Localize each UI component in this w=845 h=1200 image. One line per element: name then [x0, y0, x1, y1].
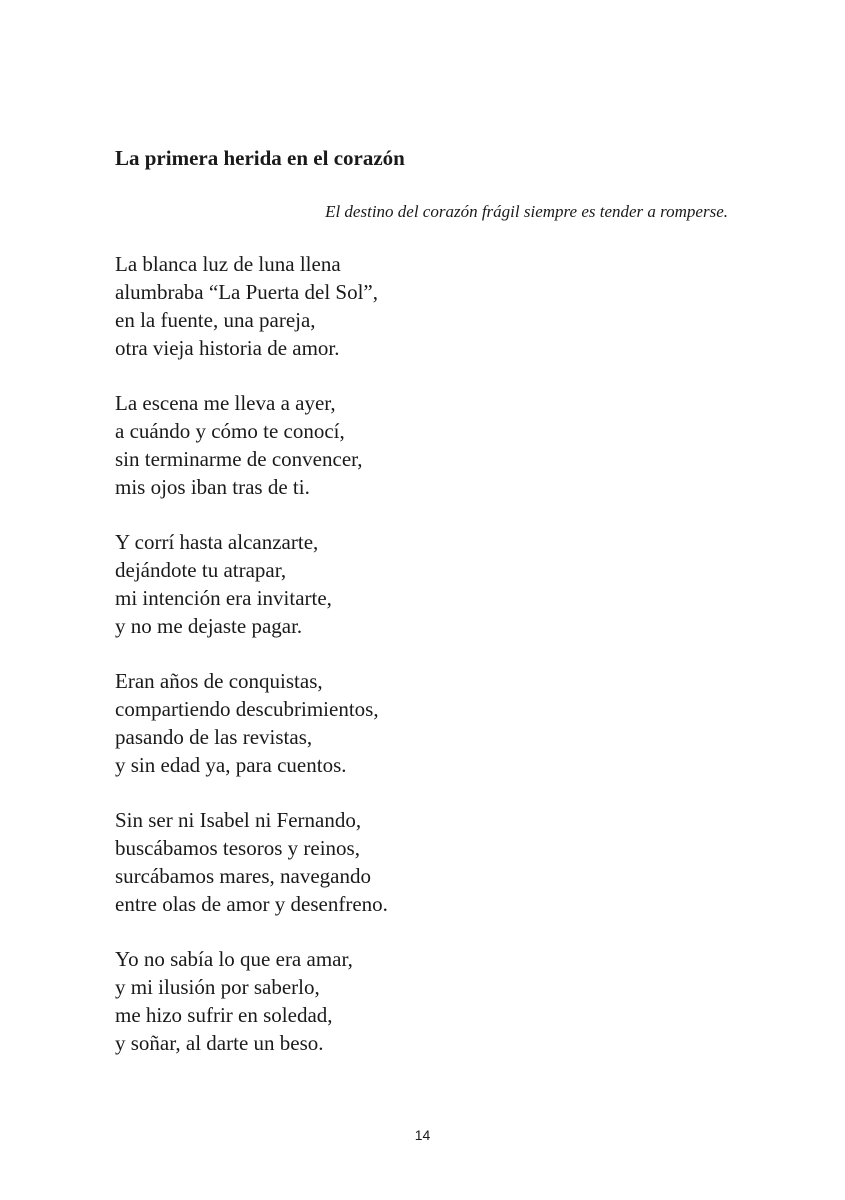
poem-line: mis ojos iban tras de ti. — [115, 475, 310, 499]
poem-line: me hizo sufrir en soledad, — [115, 1003, 333, 1027]
poem-line: La escena me lleva a ayer, — [115, 391, 336, 415]
poem-line: sin terminarme de convencer, — [115, 447, 363, 471]
poem-line: mi intención era invitarte, — [115, 586, 332, 610]
poem-line: Sin ser ni Isabel ni Fernando, — [115, 808, 362, 832]
poem-line: entre olas de amor y desenfreno. — [115, 892, 388, 916]
stanza — [115, 945, 735, 1057]
poem-line: pasando de las revistas, — [115, 725, 313, 749]
poem-line: y mi ilusión por saberlo, — [115, 975, 320, 999]
poem-line: y no me dejaste pagar. — [115, 614, 303, 638]
stanza — [115, 667, 735, 779]
poem-line: alumbraba “La Puerta del Sol”, — [115, 280, 378, 304]
stanza — [115, 528, 735, 640]
poem-line: La blanca luz de luna llena — [115, 252, 341, 276]
poem-line: Yo no sabía lo que era amar, — [115, 947, 353, 971]
poem-line: Y corrí hasta alcanzarte, — [115, 530, 319, 554]
stanza — [115, 250, 735, 362]
poem-line: otra vieja historia de amor. — [115, 336, 340, 360]
poem-line: dejándote tu atrapar, — [115, 558, 287, 582]
poem-line: Eran años de conquistas, — [115, 669, 323, 693]
poem-line: surcábamos mares, navegando — [115, 864, 371, 888]
stanza — [115, 806, 735, 918]
stanza — [115, 389, 735, 501]
poem-epigraph: El destino del corazón frágil siempre es tender a romperse. — [325, 202, 728, 221]
poem-line: compartiendo descubrimientos, — [115, 697, 379, 721]
poem-line: a cuándo y cómo te conocí, — [115, 419, 345, 443]
poem-title: La primera herida en el corazón — [115, 146, 405, 170]
poem-line: en la fuente, una pareja, — [115, 308, 316, 332]
poem-body — [115, 250, 735, 1084]
poem-line: y sin edad ya, para cuentos. — [115, 753, 347, 777]
poem-line: buscábamos tesoros y reinos, — [115, 836, 360, 860]
poem-line: y soñar, al darte un beso. — [115, 1031, 324, 1055]
page-number: 14 — [414, 1127, 431, 1143]
